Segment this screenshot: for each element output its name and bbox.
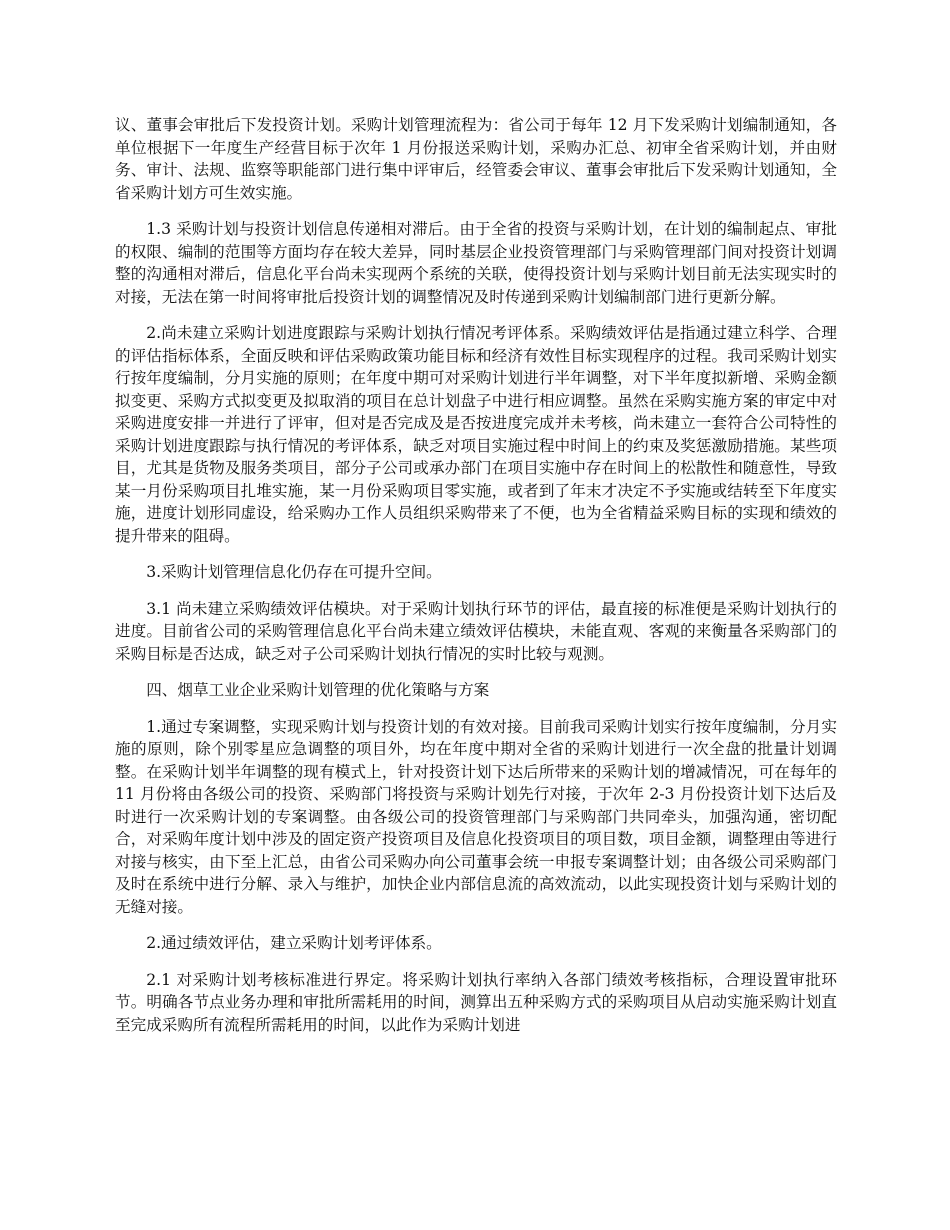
paragraph-2-performance-evaluation: 2.通过绩效评估，建立采购计划考评体系。 bbox=[146, 934, 442, 952]
paragraph-3-1-evaluation-module: 3.1 尚未建立采购绩效评估模块。对于采购计划执行环节的评估，最直接的标准便是采购计划执行的进度。目前省公司的采购管理信息化平台尚未建立绩效评估模块，未能直观、客观的来衡量各采购部门的采购目标是否达成，缺乏对子公司采购计划执行情况的实时比较与观测。 bbox=[115, 599, 837, 663]
section-heading-optimization: 四、烟草工业企业采购计划管理的优化策略与方案 bbox=[146, 681, 490, 699]
paragraph-1-special-adjustment: 1.通过专案调整，实现采购计划与投资计划的有效对接。目前我司采购计划实行按年度编制，分月实施的原则，除个别零星应急调整的项目外，均在年度中期对全省的采购计划进行一次全盘的批量计划调整。在采购计划半年调整的现有模式上，针对投资计划下达后所带来的采购计划的增减情况，可在每年的 11 月份将由各级公司的投资、采购部门将投资与采购计划先行对接，于次年 2-3 月份投资计划下达后及时进行一次采购计划的专案调整。由各级公司的投资管理部门与采购部门共同牵头，加强沟通，密切配合，对采购年度计划中涉及的固定资产投资项目及信息化投资项目的项目数，项目金额，调整理由等进行对接与核实，由下至上汇总，由省公司采购办向公司董事会统一申报专案调整计划；由各级公司采购部门及时在系统中进行分解、录入与维护，加快企业内部信息流的高效流动，以此实现投资计划与采购计划的无缝对接。 bbox=[115, 717, 837, 916]
paragraph-approval-process: 议、董事会审批后下发投资计划。采购计划管理流程为：省公司于每年 12 月下发采购计划编制通知，各单位根据下一年度生产经营目标于次年 1 月份报送采购计划，采购办汇总、初审全省采购计划，并由财务、审计、法规、监察等职能部门进行集中评审后，经管委会审议、董事会审批后下发采购计划通知，全省采购计划方可生效实施。 bbox=[115, 116, 837, 202]
paragraph-3-informatization: 3.采购计划管理信息化仍存在可提升空间。 bbox=[146, 563, 442, 581]
paragraph-2-no-tracking-system: 2.尚未建立采购计划进度跟踪与采购计划执行情况考评体系。采购绩效评估是指通过建立科学、合理的评估指标体系，全面反映和评估采购政策功能目标和经济有效性目标实现程序的过程。我司采购计划实行按年度编制，分月实施的原则；在年度中期可对采购计划进行半年调整，对下半年度拟新增、采购金额拟变更、采购方式拟变更及拟取消的项目在总计划盘子中进行相应调整。虽然在采购实施方案的审定中对采购进度安排一并进行了评审，但对是否完成及是否按进度完成并未考核，尚未建立一套符合公司特性的采购计划进度跟踪与执行情况的考评体系，缺乏对项目实施过程中时间上的约束及奖惩激励措施。某些项目，尤其是货物及服务类项目，部分子公司或承办部门在项目实施中存在时间上的松散性和随意性，导致某一月份采购项目扎堆实施，某一月份采购项目零实施，或者到了年末才决定不予实施或结转至下年度实施，进度计划形同虚设，给采购办工作人员组织采购带来了不便，也为全省精益采购目标的实现和绩效的提升带来的阻碍。 bbox=[115, 324, 837, 545]
document-body bbox=[115, 114, 837, 1050]
paragraph-2-1-assessment-standard: 2.1 对采购计划考核标准进行界定。将采购计划执行率纳入各部门绩效考核指标，合理设置审批环节。明确各节点业务办理和审批所需耗用的时间，测算出五种采购方式的采购项目从启动实施采购计划直至完成采购所有流程所需耗用的时间，以此作为采购计划进 bbox=[115, 970, 837, 1034]
paragraph-1-3-info-lag: 1.3 采购计划与投资计划信息传递相对滞后。由于全省的投资与采购计划，在计划的编制起点、审批的权限、编制的范围等方面均存在较大差异，同时基层企业投资管理部门与采购管理部门间对投资计划调整的沟通相对滞后，信息化平台尚未实现两个系统的关联，使得投资计划与采购计划目前无法实现实时的对接，无法在第一时间将审批后投资计划的调整情况及时传递到采购计划编制部门进行更新分解。 bbox=[115, 220, 837, 306]
